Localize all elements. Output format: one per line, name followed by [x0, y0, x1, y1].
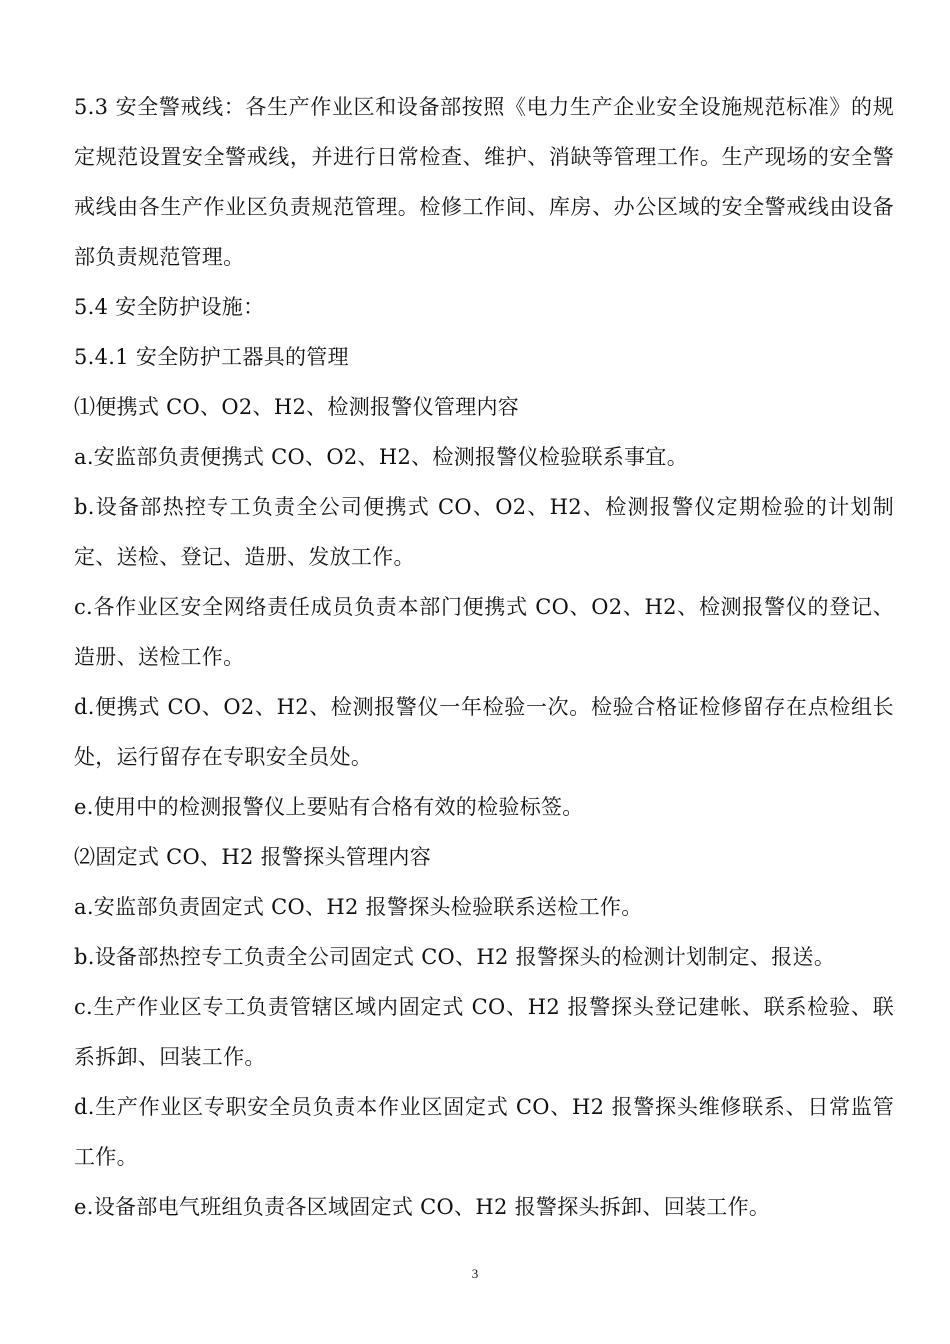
list-item-fixed-a: a.安监部负责固定式 CO、H2 报警探头检验联系送检工作。	[74, 895, 643, 919]
heading-5-4-1: 5.4.1 安全防护工器具的管理	[74, 345, 349, 369]
list-item-portable-c: c.各作业区安全网络责任成员负责本部门便携式 CO、O2、H2、检测报警仪的登记、造册、送检工作。	[74, 595, 894, 669]
list-item-fixed-d: d.生产作业区专职安全员负责本作业区固定式 CO、H2 报警探头维修联系、日常监管工作。	[74, 1095, 894, 1169]
list-item-fixed-b: b.设备部热控专工负责全公司固定式 CO、H2 报警探头的检测计划制定、报送。	[74, 945, 836, 969]
heading-5-4: 5.4 安全防护设施：	[74, 295, 265, 319]
list-item-fixed-c: c.生产作业区专工负责管辖区域内固定式 CO、H2 报警探头登记建帐、联系检验、联系拆卸、回装工作。	[74, 995, 894, 1069]
document-body	[74, 82, 894, 1232]
page-number: 3	[471, 1266, 479, 1281]
list-item-portable-b: b.设备部热控专工负责全公司便携式 CO、O2、H2、检测报警仪定期检验的计划制定、送检、登记、造册、发放工作。	[74, 495, 894, 569]
list-item-fixed-e: e.设备部电气班组负责各区域固定式 CO、H2 报警探头拆卸、回装工作。	[74, 1195, 771, 1219]
paragraph-5-3-warning-line: 5.3 安全警戒线：各生产作业区和设备部按照《电力生产企业安全设施规范标准》的规定规范设置安全警戒线，并进行日常检查、维护、消缺等管理工作。生产现场的安全警戒线由各生产作业区负责规范管理。检修工作间、库房、办公区域的安全警戒线由设备部负责规范管理。	[74, 95, 894, 269]
subheading-portable-detector: ⑴便携式 CO、O2、H2、检测报警仪管理内容	[74, 395, 520, 419]
list-item-portable-d: d.便携式 CO、O2、H2、检测报警仪一年检验一次。检验合格证检修留存在点检组长处，运行留存在专职安全员处。	[74, 695, 894, 769]
subheading-fixed-probe: ⑵固定式 CO、H2 报警探头管理内容	[74, 845, 432, 869]
list-item-portable-e: e.使用中的检测报警仪上要贴有合格有效的检验标签。	[74, 795, 584, 819]
list-item-portable-a: a.安监部负责便携式 CO、O2、H2、检测报警仪检验联系事宜。	[74, 445, 689, 469]
